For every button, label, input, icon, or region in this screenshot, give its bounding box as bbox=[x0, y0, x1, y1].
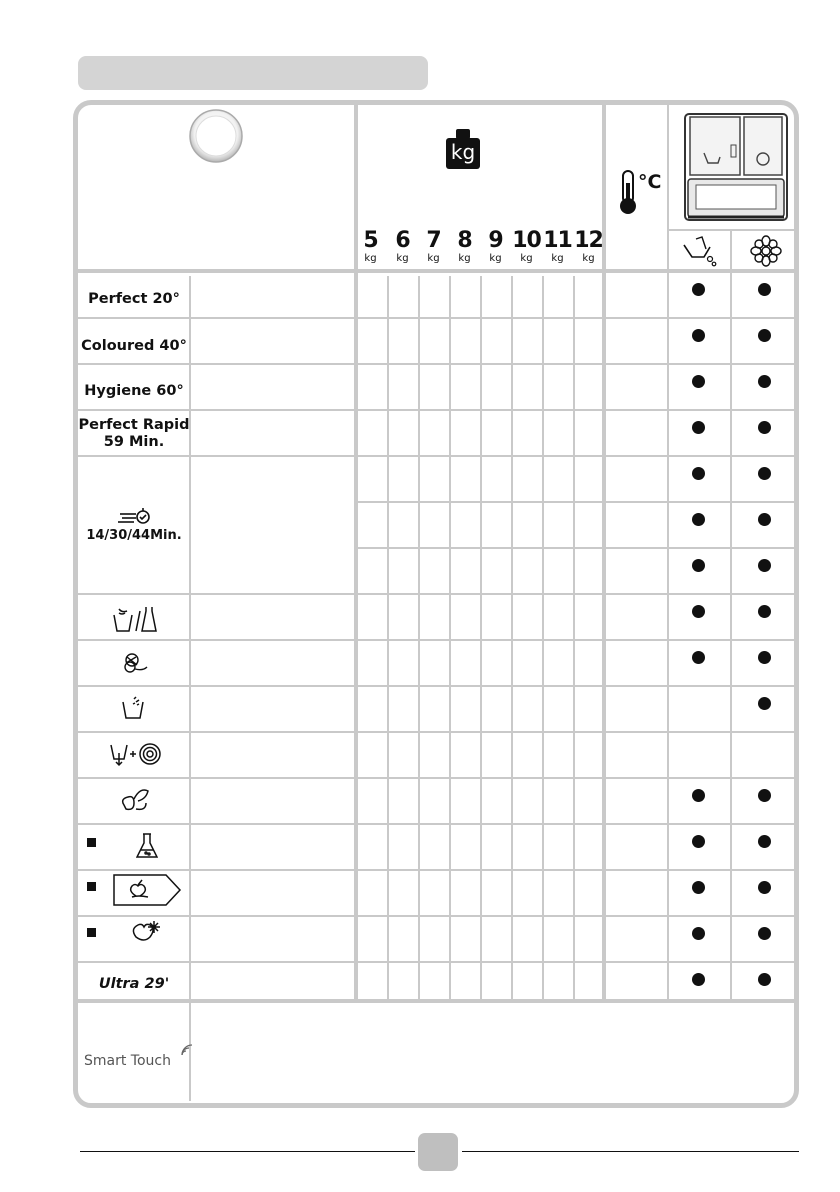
weight-value: 6 bbox=[395, 228, 410, 253]
weight-kg-label: kg bbox=[450, 140, 476, 164]
weight-column-8 bbox=[449, 230, 480, 264]
softener-dot bbox=[758, 651, 771, 664]
grid-line bbox=[78, 363, 798, 365]
weight-unit: kg bbox=[427, 253, 440, 264]
grid-line bbox=[668, 229, 798, 231]
detergent-dot bbox=[692, 927, 705, 940]
softener-dot bbox=[758, 559, 771, 572]
flask-icon bbox=[136, 833, 158, 859]
weight-kg-icon bbox=[446, 129, 480, 169]
weight-unit: kg bbox=[520, 253, 533, 264]
mix-flower-icon bbox=[120, 785, 152, 815]
weight-value: 11 bbox=[543, 228, 572, 253]
grid-line bbox=[78, 777, 798, 779]
grid-line bbox=[78, 731, 798, 733]
softener-dot bbox=[758, 973, 771, 986]
program-ultra-29: Ultra 29' bbox=[98, 976, 170, 992]
grid-line bbox=[78, 915, 798, 917]
softener-dot bbox=[758, 375, 771, 388]
softener-flower-icon bbox=[750, 235, 782, 267]
page-number-box bbox=[418, 1133, 458, 1171]
detergent-dot bbox=[692, 513, 705, 526]
weight-column-9 bbox=[480, 230, 511, 264]
grid-line bbox=[667, 105, 669, 1002]
program-perfect-rapid-line1: Perfect Rapid bbox=[78, 417, 190, 433]
handwash-delicates-icon bbox=[112, 605, 158, 633]
detergent-dot bbox=[692, 421, 705, 434]
detergent-drawer-icon bbox=[684, 113, 788, 221]
softener-dot bbox=[758, 513, 771, 526]
weight-unit: kg bbox=[582, 253, 595, 264]
weight-column-11 bbox=[542, 230, 573, 264]
drain-spin-icon bbox=[110, 741, 162, 767]
weight-unit: kg bbox=[364, 253, 377, 264]
weight-unit: kg bbox=[489, 253, 502, 264]
weight-value: 10 bbox=[512, 228, 541, 253]
footer-line-right bbox=[462, 1151, 799, 1152]
softener-dot bbox=[758, 835, 771, 848]
grid-line bbox=[78, 823, 798, 825]
selector-dial-icon bbox=[188, 108, 244, 164]
grid-line bbox=[78, 869, 798, 871]
grid-line bbox=[78, 455, 798, 457]
bullet-marker bbox=[87, 882, 96, 891]
stain-leaf-icon bbox=[132, 919, 166, 947]
detergent-dot bbox=[692, 467, 705, 480]
detergent-dot bbox=[692, 375, 705, 388]
weight-value: 7 bbox=[426, 228, 441, 253]
heart-leaf-tag-icon bbox=[112, 873, 182, 907]
program-coloured-40: Coloured 40° bbox=[81, 338, 187, 354]
smart-touch-text: Smart Touch bbox=[84, 1053, 171, 1069]
grid-line bbox=[78, 961, 798, 963]
weight-value: 9 bbox=[488, 228, 503, 253]
detergent-dot bbox=[692, 283, 705, 296]
softener-dot bbox=[758, 927, 771, 940]
detergent-dot bbox=[692, 651, 705, 664]
weight-unit: kg bbox=[458, 253, 471, 264]
weight-column-12 bbox=[573, 230, 604, 264]
weight-column-7 bbox=[418, 230, 449, 264]
grid-line bbox=[730, 229, 732, 1001]
temperature-unit: °C bbox=[638, 171, 662, 193]
grid-line bbox=[78, 999, 798, 1003]
weight-value: 8 bbox=[457, 228, 472, 253]
softener-dot bbox=[758, 881, 771, 894]
softener-dot bbox=[758, 697, 771, 710]
program-table bbox=[73, 100, 799, 1108]
grid-line bbox=[78, 317, 798, 319]
softener-dot bbox=[758, 467, 771, 480]
softener-dot bbox=[758, 789, 771, 802]
grid-line bbox=[355, 547, 798, 549]
main-wash-detergent-icon bbox=[682, 235, 718, 267]
grid-line bbox=[78, 593, 798, 595]
quick-wash-icon bbox=[118, 505, 152, 525]
detergent-dot bbox=[692, 973, 705, 986]
softener-dot bbox=[758, 329, 771, 342]
bullet-marker bbox=[87, 838, 96, 847]
detergent-dot bbox=[692, 881, 705, 894]
bullet-marker bbox=[87, 928, 96, 937]
weight-column-6 bbox=[387, 230, 418, 264]
detergent-dot bbox=[692, 835, 705, 848]
program-perfect-20: Perfect 20° bbox=[88, 291, 180, 307]
softener-dot bbox=[758, 605, 771, 618]
nfc-signal-icon bbox=[180, 1043, 194, 1057]
detergent-dot bbox=[692, 789, 705, 802]
footer-line-left bbox=[80, 1151, 415, 1152]
program-quick-wash: 14/30/44Min. bbox=[86, 528, 182, 543]
weight-column-10 bbox=[511, 230, 542, 264]
wool-yarn-icon bbox=[121, 651, 151, 675]
weight-unit: kg bbox=[396, 253, 409, 264]
program-hygiene-60: Hygiene 60° bbox=[84, 383, 184, 399]
detergent-dot bbox=[692, 329, 705, 342]
detergent-dot bbox=[692, 605, 705, 618]
grid-line bbox=[78, 409, 798, 411]
detergent-dot bbox=[692, 559, 705, 572]
smart-touch-label bbox=[84, 1053, 171, 1069]
weight-column-5 bbox=[355, 230, 386, 264]
grid-line bbox=[78, 269, 798, 273]
rinse-icon bbox=[122, 696, 146, 720]
softener-dot bbox=[758, 421, 771, 434]
thermometer-icon bbox=[618, 169, 638, 215]
softener-dot bbox=[758, 283, 771, 296]
section-title-bar bbox=[78, 56, 428, 90]
weight-value: 5 bbox=[363, 228, 378, 253]
weight-value: 12 bbox=[574, 228, 603, 253]
program-perfect-rapid-line2: 59 Min. bbox=[103, 434, 165, 450]
grid-line bbox=[78, 685, 798, 687]
weight-unit: kg bbox=[551, 253, 564, 264]
grid-line bbox=[355, 501, 798, 503]
grid-line bbox=[78, 639, 798, 641]
program-perfect-rapid bbox=[78, 417, 190, 451]
